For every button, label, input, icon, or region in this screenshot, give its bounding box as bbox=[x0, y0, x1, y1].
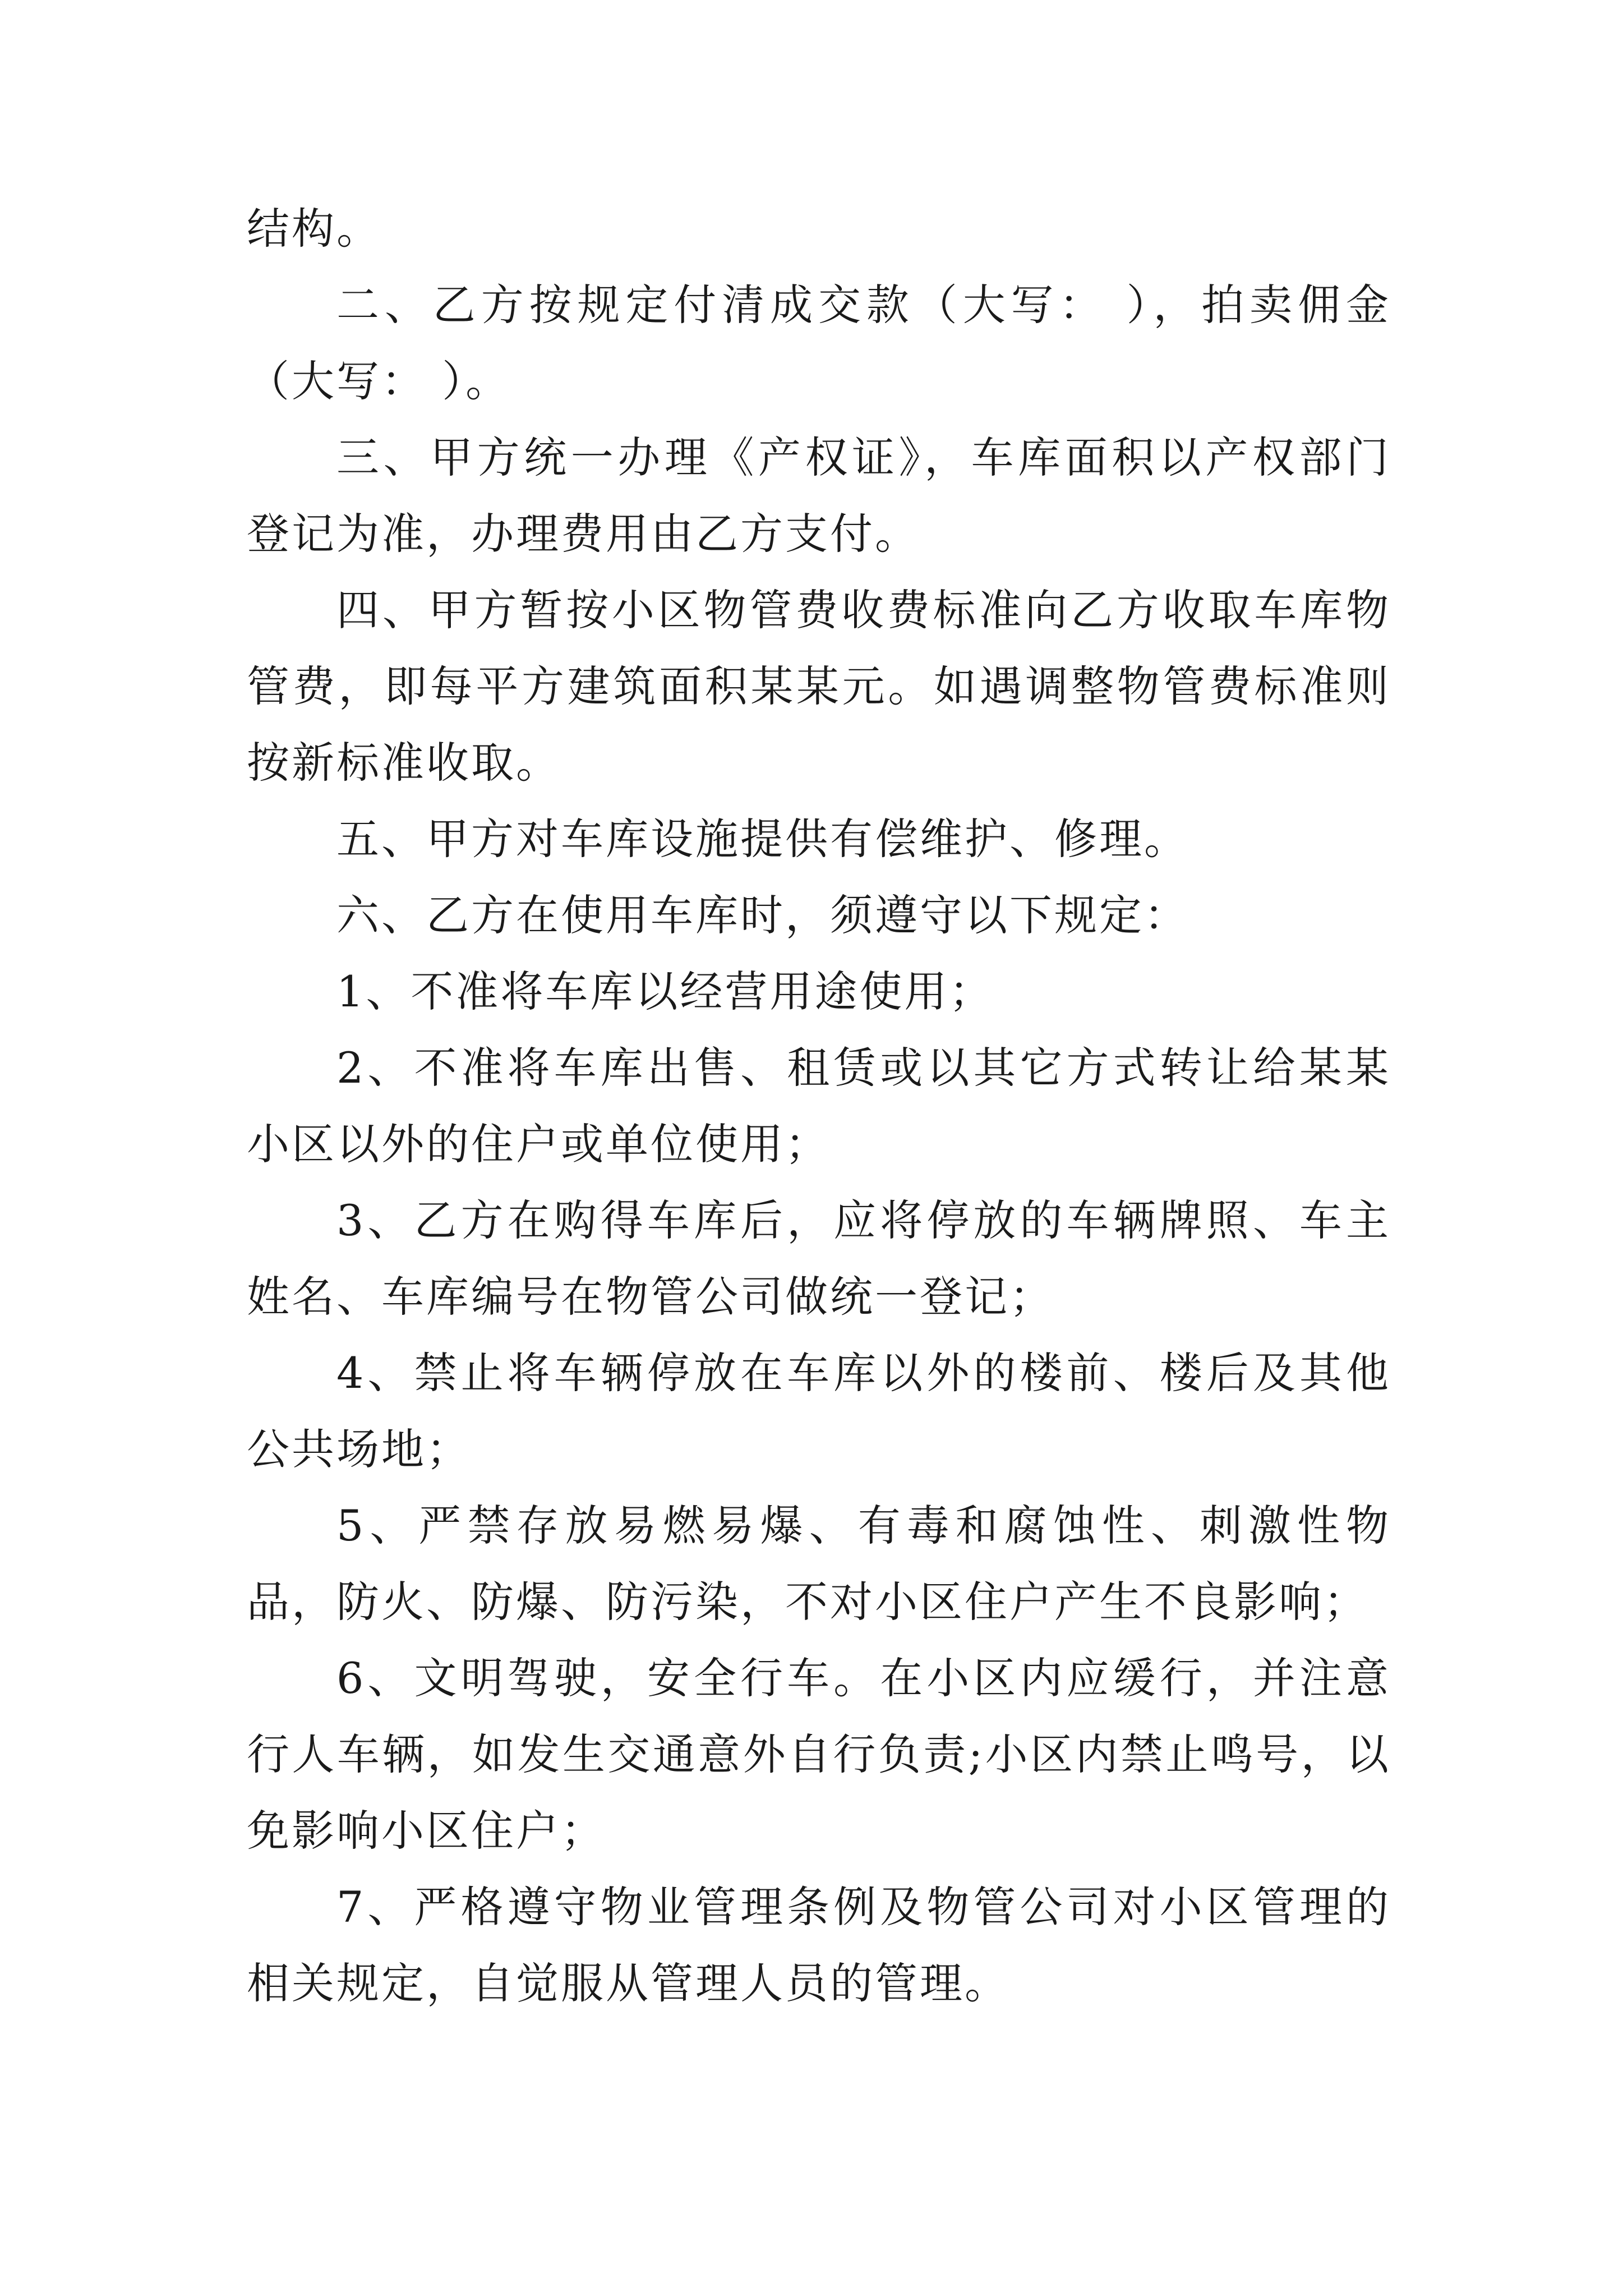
paragraph-clause-4: 四、甲方暂按小区物管费收费标准向乙方收取车库物管费，即每平方建筑面积某某元。如遇调整物管费标准则按新标准收取。 bbox=[247, 585, 1391, 788]
paragraph-clause-6: 六、乙方在使用车库时，须遵守以下规定： bbox=[336, 890, 1189, 940]
paragraph-clause-5: 五、甲方对车库设施提供有偿维护、修理。 bbox=[336, 814, 1189, 864]
rule-item-6: 6、文明驾驶，安全行车。在小区内应缓行，并注意行人车辆，如发生交通意外自行负责;小区内禁止鸣号，以免影响小区住户； bbox=[247, 1653, 1391, 1856]
rule-item-5: 5、严禁存放易燃易爆、有毒和腐蚀性、刺激性物品，防火、防爆、防污染，不对小区住户产生不良影响； bbox=[247, 1501, 1391, 1627]
rule-item-2: 2、不准将车库出售、租赁或以其它方式转让给某某小区以外的住户或单位使用； bbox=[247, 1043, 1391, 1169]
paragraph-clause-3: 三、甲方统一办理《产权证》，车库面积以产权部门登记为准，办理费用由乙方支付。 bbox=[247, 432, 1391, 559]
rule-item-7: 7、严格遵守物业管理条例及物管公司对小区管理的相关规定，自觉服从管理人员的管理。 bbox=[247, 1882, 1391, 2008]
rule-item-4: 4、禁止将车辆停放在车库以外的楼前、楼后及其他公共场地； bbox=[247, 1348, 1391, 1474]
document-body bbox=[247, 191, 1391, 2022]
rule-item-1: 1、不准将车库以经营用途使用； bbox=[336, 967, 994, 1016]
rule-item-3: 3、乙方在购得车库后，应将停放的车辆牌照、车主姓名、车库编号在物管公司做统一登记； bbox=[247, 1195, 1391, 1322]
paragraph-continuation: 结构。 bbox=[247, 204, 381, 254]
paragraph-clause-2: 二、乙方按规定付清成交款（大写： ），拍卖佣金（大写： ）。 bbox=[247, 280, 1391, 406]
